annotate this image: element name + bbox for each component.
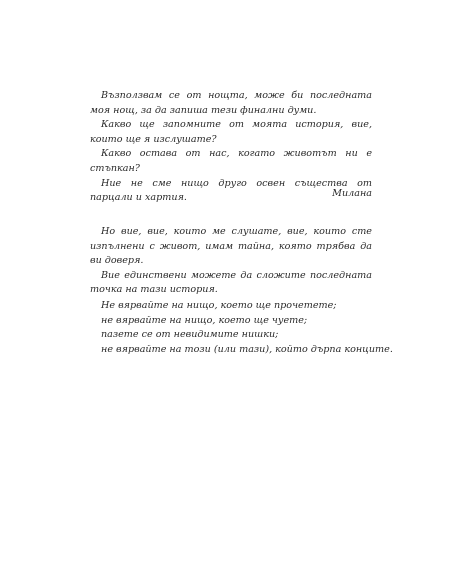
signature: Милана — [332, 188, 372, 199]
secret-text — [90, 225, 372, 298]
paragraph: Възползвам се от нощта, може би последната моя нощ, за да запиша тези финални думи. — [90, 90, 372, 116]
paragraph: Ние не сме нищо друго освен същества от парцали и хартия. — [90, 177, 372, 204]
paragraph: Вие единствени можете да сложите последната точка на тази история. — [90, 269, 372, 296]
verse-line: пазете се от невидимите нишки; — [101, 329, 279, 341]
paragraph: Какво остава от нас, когато животът ни е стъпкан? — [90, 148, 372, 174]
opening-text — [90, 89, 372, 206]
verse — [90, 299, 393, 357]
paragraph: Но вие, вие, които ме слушате, вие, които сте изпълнени с живот, имам тайна, която трябва да ви доверя. — [90, 226, 372, 267]
paragraph: Какво ще запомните от моята история, вие, които ще я изслушате? — [90, 119, 372, 145]
verse-line: Не вярвайте на нищо, което ще прочетете; — [101, 300, 337, 311]
verse-line: не вярвайте на този (или тази), който дърпа конците. — [101, 343, 393, 355]
verse-line: не вярвайте на нищо, което ще чуете; — [101, 314, 308, 326]
